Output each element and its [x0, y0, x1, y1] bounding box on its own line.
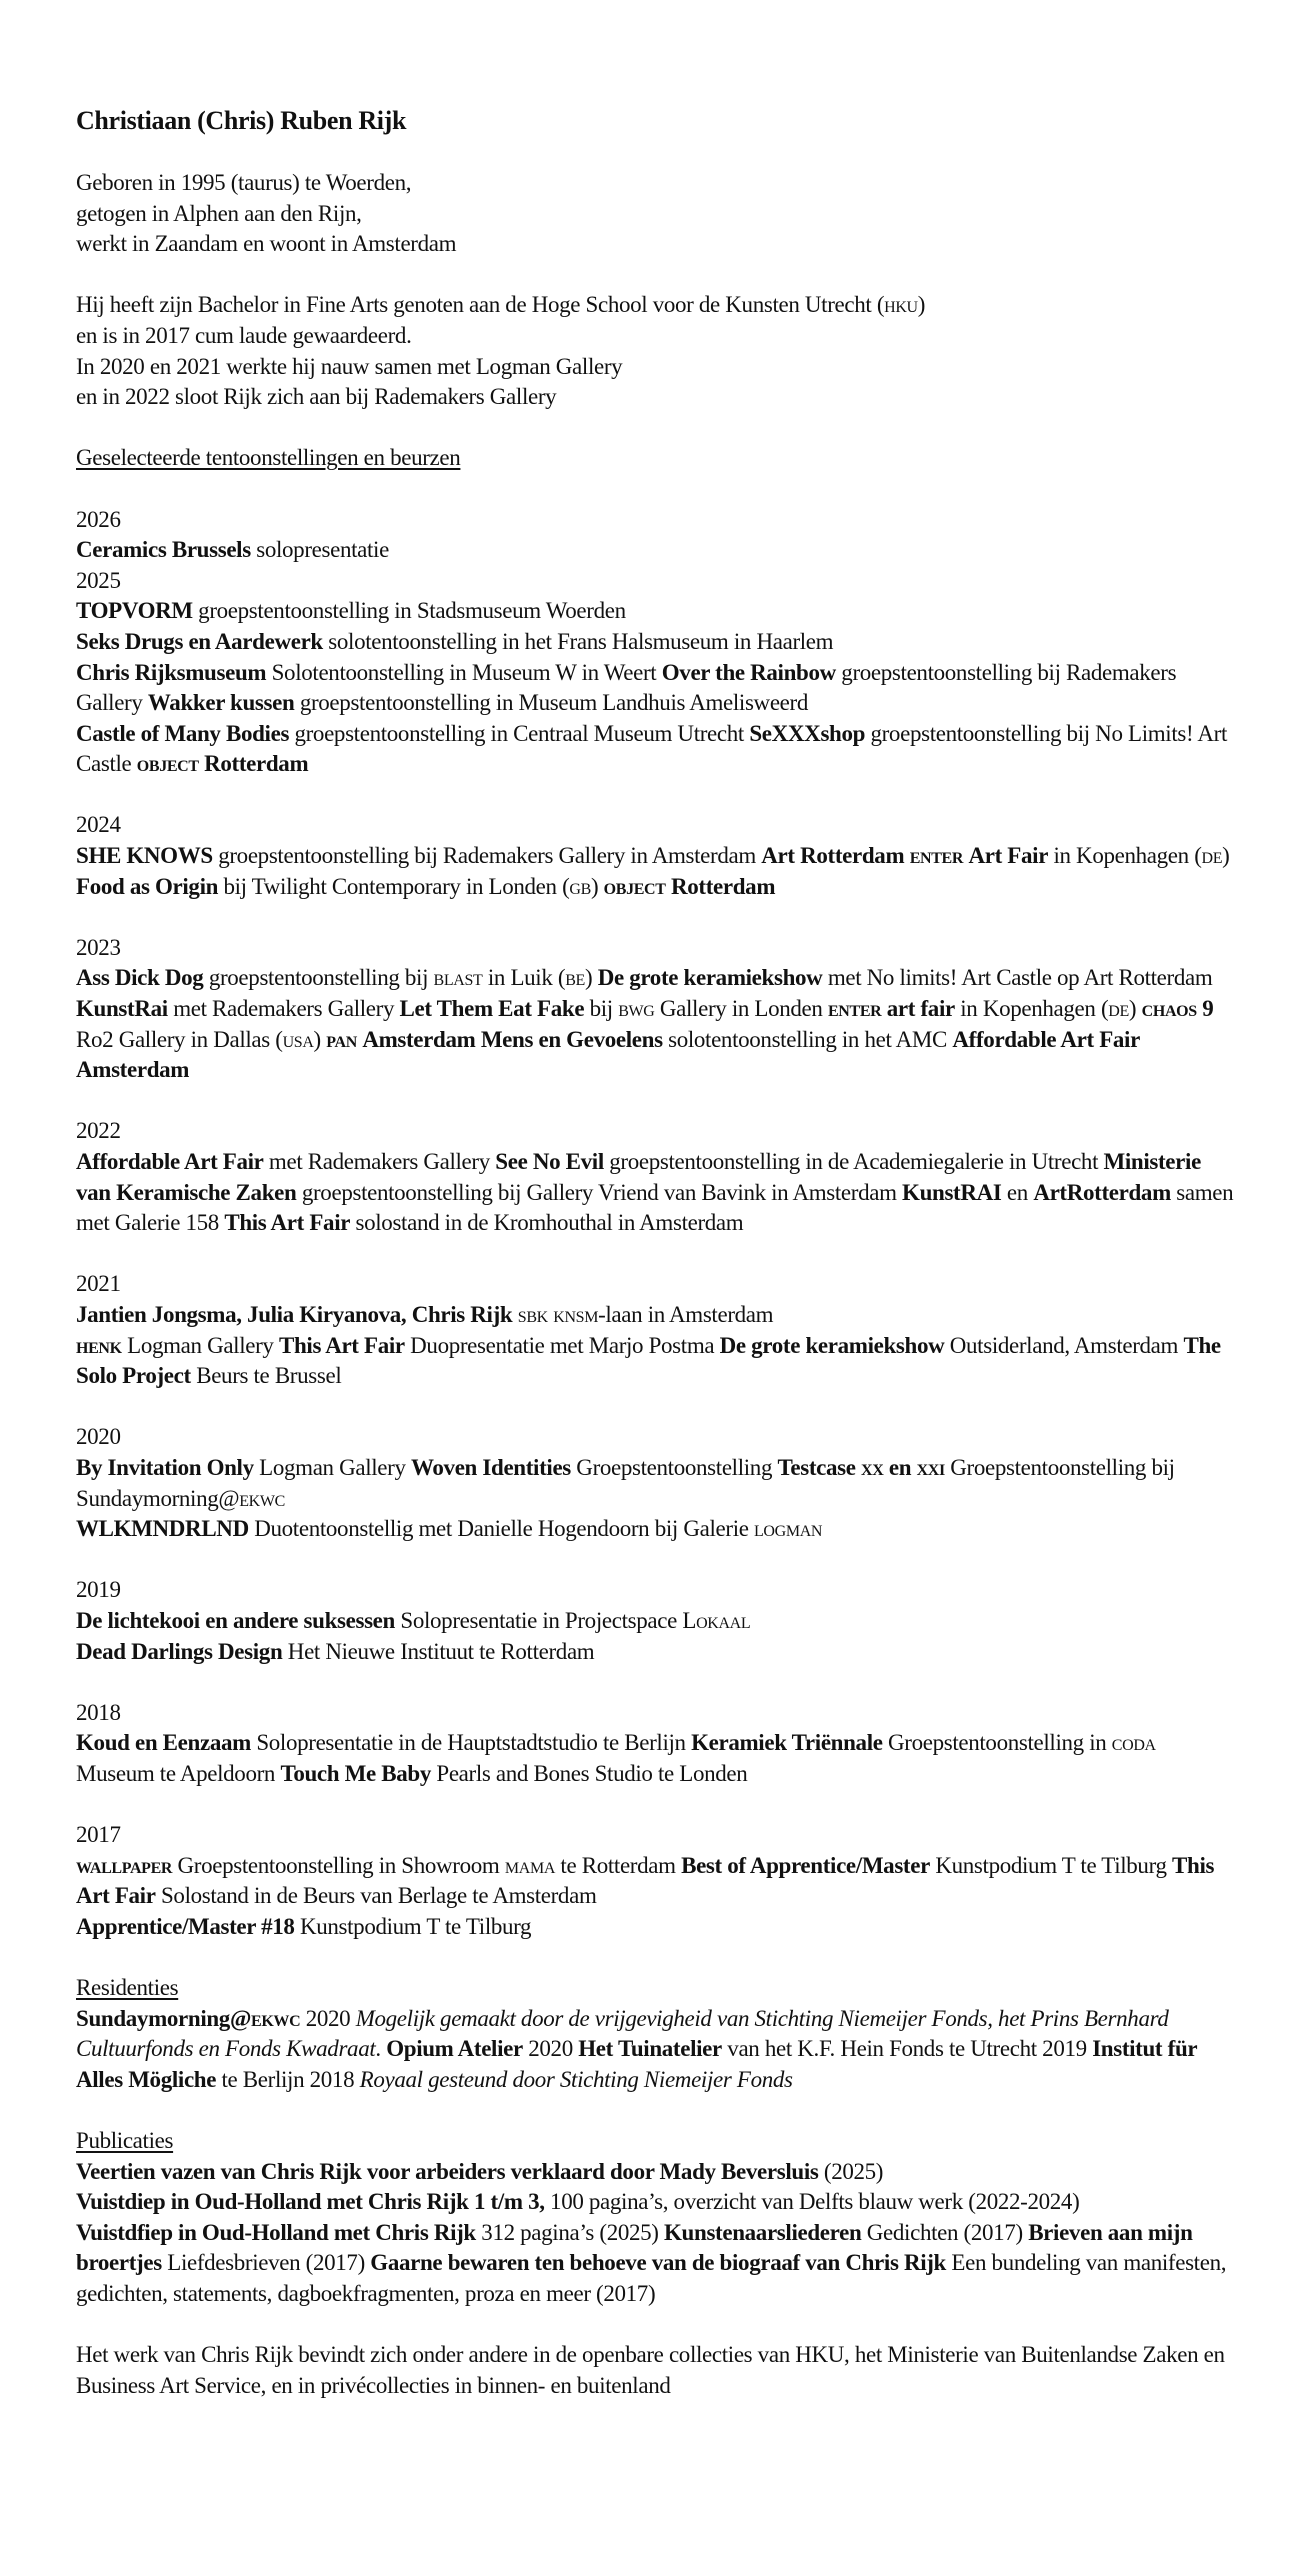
text-run: met Rademakers Gallery: [263, 1149, 496, 1174]
publications-heading: Publicaties: [76, 2128, 174, 2153]
exhibition-entry: [76, 658, 1236, 719]
text-run: Groepstentoonstelling in: [882, 1730, 1112, 1756]
text-run: Ro2 Gallery in Dallas (: [76, 1026, 283, 1052]
bio-line: werkt in Zaandam en woont in Amsterdam: [76, 231, 457, 257]
title-text: This Art Fair: [278, 1332, 405, 1358]
text-run: groepstentoonstelling bij Rademakers Gallery: [76, 659, 1177, 716]
text-run: Solostand in de Beurs van Berlage te Amsterdam: [155, 1883, 597, 1909]
text-run: Pearls and Bones Studio te Londen: [430, 1760, 748, 1786]
year-block: [76, 810, 1236, 902]
title-text: en: [888, 1454, 912, 1480]
publication-list: [76, 2157, 1236, 2310]
text-run: ): [917, 292, 926, 318]
publication-entry: [76, 2157, 1236, 2188]
text-run: ): [584, 965, 598, 991]
year-block: [76, 1698, 1236, 1790]
title-text: henk: [76, 1332, 122, 1358]
year-block: [76, 1575, 1236, 1667]
text-run: en in 2022 sloot Rijk zich aan bij Rademakers Gallery: [76, 384, 557, 410]
text-run: Het Nieuwe Instituut te Rotterdam: [282, 1638, 595, 1664]
title-text: This Art Fair: [224, 1210, 351, 1236]
residencies-heading: Residenties: [76, 1975, 179, 2001]
page-title: Christiaan (Chris) Ruben Rijk: [76, 106, 407, 135]
title-text: WLKMNDRLND: [76, 1516, 249, 1542]
title-text: De grote keramiekshow: [597, 965, 823, 991]
text-run: bij: [584, 996, 619, 1022]
exhibition-entry: [76, 1453, 1236, 1514]
education-line: [76, 382, 1236, 413]
year-label: 2023: [76, 934, 121, 960]
title-text: SHE KNOWS: [76, 843, 213, 869]
text-run: en: [1001, 1179, 1034, 1205]
title-text: pan: [326, 1026, 357, 1052]
exhibition-entry: [76, 1728, 1236, 1789]
title-text: ArtRotterdam: [1033, 1179, 1171, 1205]
year-label: 2026: [76, 506, 121, 532]
spacer: [76, 2095, 1236, 2126]
year-label: 2020: [76, 1424, 121, 1450]
text-run: Groepstentoonstelling: [570, 1454, 778, 1480]
text-run: coda: [1111, 1730, 1156, 1756]
title-text: Koud en Eenzaam: [76, 1730, 251, 1756]
text-run: groepstentoonstelling in de Academiegalerie in Utrecht: [603, 1149, 1104, 1174]
year-block: [76, 933, 1236, 1086]
text-run: Een bundeling van manifesten, gedichten, statements, dagboekfragmenten, proza en meer (2017): [76, 2250, 1227, 2306]
title-text: SeXXXshop: [749, 720, 866, 746]
year-label: 2024: [76, 812, 121, 838]
text-run: Kunstpodium T te Tilburg: [929, 1852, 1173, 1878]
title-text: Art Rotterdam: [761, 843, 905, 869]
title-text: Het Tuinatelier: [578, 2036, 722, 2062]
title-text: Woven Identities: [411, 1454, 571, 1480]
text-run: sbk knsm: [517, 1301, 599, 1327]
title-text: Castle of Many Bodies: [76, 720, 290, 746]
exhibition-entry: [76, 1637, 1236, 1668]
title-text: xx: [861, 1454, 884, 1480]
text-run: ekwc: [239, 1485, 285, 1511]
exhibition-entry: [76, 1300, 1236, 1331]
exhibition-entry: [76, 596, 1236, 627]
title-text: Veertien vazen van Chris Rijk voor arbeiders verklaard door Mady Beversluis: [76, 2158, 819, 2184]
text-run: Logman Gallery: [253, 1454, 412, 1480]
title-text: art fair: [886, 996, 955, 1022]
exhibition-entry: [76, 1606, 1236, 1637]
title-text: Art Fair: [968, 843, 1049, 869]
text-run: in Kopenhagen (: [1048, 843, 1202, 869]
text-run: usa: [282, 1026, 314, 1052]
exhibition-year-list: [76, 505, 1236, 1943]
text-run: Groepstentoonstelling bij Sundaymorning@: [76, 1454, 1175, 1511]
text-run: solopresentatie: [250, 537, 389, 563]
year-label: 2017: [76, 1822, 121, 1848]
text-run: Solotentoonstelling in Museum W in Weert: [266, 659, 662, 685]
text-run: groepstentoonstelling bij Rademakers Gallery in Amsterdam: [212, 843, 762, 869]
spacer: [76, 2310, 1236, 2341]
title-text: Brieven aan mijn broertjes: [76, 2219, 1193, 2276]
title-text: Apprentice/Master #18: [76, 1913, 295, 1939]
text-run: Outsiderland, Amsterdam: [944, 1332, 1184, 1358]
year-label: 2019: [76, 1577, 121, 1603]
title-text: chaos: [1141, 996, 1197, 1022]
title-text: object: [136, 751, 199, 777]
publications-section: [76, 2126, 1236, 2340]
text-run: de: [1201, 843, 1223, 869]
text-run: Logman Gallery: [121, 1332, 279, 1358]
title-text: Jantien Jongsma, Julia Kiryanova, Chris Rijk: [76, 1301, 513, 1327]
text-run: groepstentoonstelling in Stadsmuseum Woerden: [192, 598, 626, 624]
text-run: groepstentoonstelling bij No Limits! Art Castle: [76, 720, 1228, 777]
title-text: Best of Apprentice/Master: [681, 1852, 930, 1878]
text-run: solotentoonstelling in het Frans Halsmuseum in Haarlem: [322, 628, 834, 654]
title-text: Let Them Eat Fake: [399, 996, 585, 1022]
bio-line: Geboren in 1995 (taurus) te Woerden,: [76, 170, 412, 195]
text-run: bwg: [618, 996, 655, 1022]
title-text: By Invitation Only: [76, 1454, 254, 1480]
year-label: 2022: [76, 1118, 121, 1144]
text-run: Solopresentatie in Projectspace L: [395, 1607, 697, 1633]
text-run: Gedichten (2017): [861, 2219, 1029, 2245]
title-text: Gaarne bewaren ten behoeve van de biograaf van Chris Rijk: [370, 2250, 947, 2276]
text-run: solotentoonstelling in het AMC: [662, 1026, 953, 1052]
text-run: van het K.F. Hein Fonds te Utrecht 2019: [721, 2036, 1093, 2062]
text-run: de: [1108, 996, 1129, 1022]
text-run: Duotentoonstellig met Danielle Hogendoorn bij Galerie: [248, 1516, 754, 1542]
exhibition-entry: [76, 1331, 1236, 1392]
text-run: groepstentoonstelling in Museum Landhuis Amelisweerd: [294, 690, 808, 716]
text-run: Museum te Apeldoorn: [76, 1760, 281, 1786]
text-run: te Berlijn 2018: [216, 2066, 360, 2092]
title-text: Chris Rijksmuseum: [76, 659, 267, 685]
exhibitions-section: [76, 443, 1236, 1942]
exhibitions-heading: Geselecteerde tentoonstellingen en beurzen: [76, 445, 461, 471]
italic-note: Mogelijk gemaakt door de vrijgevigheid van Stichting Niemeijer Fonds, het Prins Bernhard Cultuurfonds en Fonds Kwadraat: [76, 2005, 1169, 2062]
text-run: 312 pagina’s (2025): [475, 2219, 665, 2245]
title-text: xxi: [916, 1454, 945, 1480]
text-run: 100 pagina’s, overzicht van Delfts blauw werk (2022-2024): [544, 2189, 1080, 2215]
title-text: Affordable Art Fair: [76, 1149, 264, 1174]
year-block: [76, 1269, 1236, 1391]
text-run: mama: [504, 1852, 556, 1878]
year-block: [76, 505, 1236, 566]
text-run: bij Twilight Contemporary in Londen (: [218, 873, 570, 899]
text-run: Hij heeft zijn Bachelor in Fine Arts genoten aan de Hoge School voor de Kunsten Utrecht (: [76, 292, 885, 318]
title-text: ekwc: [251, 2005, 301, 2031]
title-text: Testcase: [777, 1454, 856, 1480]
year-label: 2021: [76, 1271, 121, 1297]
text-run: -laan in Amsterdam: [598, 1301, 774, 1327]
text-run: Duopresentatie met Marjo Postma: [404, 1332, 720, 1358]
title-text: Rotterdam: [670, 873, 776, 899]
title-text: Ceramics Brussels: [76, 537, 251, 563]
residency-entry: [76, 2004, 1236, 2096]
title-text: KunstRai: [76, 996, 168, 1022]
title-text: Kunstenaarsliederen: [664, 2219, 862, 2245]
exhibition-entry: [76, 1912, 1236, 1943]
title-text: Seks Drugs en Aardewerk: [76, 628, 323, 654]
text-run: ): [1222, 843, 1230, 869]
year-block: [76, 1422, 1236, 1544]
title-text: Ass Dick Dog: [76, 965, 204, 991]
text-run: Groepstentoonstelling in Showroom: [172, 1852, 505, 1878]
title-text: This Art Fair: [76, 1852, 1215, 1909]
text-run: ): [590, 873, 604, 899]
title-text: 9: [1202, 996, 1214, 1022]
title-text: Food as Origin: [76, 873, 219, 899]
education-line: [76, 321, 1236, 352]
year-label: 2018: [76, 1699, 121, 1725]
text-run: be: [565, 965, 585, 991]
title-text: TOPVORM: [76, 598, 193, 624]
text-run: met Rademakers Gallery: [167, 996, 400, 1022]
title-text: Vuistdiep in Oud-Holland met Chris Rijk 1 t/m 3,: [76, 2189, 545, 2215]
title-text: Over the Rainbow: [661, 659, 836, 685]
collections-paragraph: Het werk van Chris Rijk bevindt zich onder andere in de openbare collecties van HKU, het Ministerie van Buitenlandse Zaken en Business Art Service, en in privécollecties in binnen- en buitenland: [76, 2342, 1225, 2398]
exhibition-entry: [76, 627, 1236, 658]
title-text: Vuistdfiep in Oud-Holland met Chris Rijk: [76, 2219, 476, 2245]
text-run: (2025): [818, 2158, 884, 2184]
exhibition-entry: [76, 1147, 1236, 1239]
title-text: Dead Darlings Design: [76, 1638, 283, 1664]
title-text: Amsterdam Mens en Gevoelens: [362, 1026, 663, 1052]
title-text: KunstRAI: [902, 1179, 1002, 1205]
exhibition-entry: [76, 841, 1236, 902]
title-text: wallpaper: [76, 1852, 173, 1878]
exhibition-entry: [76, 1851, 1236, 1912]
text-run: .: [375, 2036, 387, 2062]
title-text: Rotterdam: [204, 751, 309, 777]
text-run: Gallery in Londen: [654, 996, 828, 1022]
text-run: Liefdesbrieven (2017): [161, 2250, 371, 2276]
exhibition-entry: [76, 535, 1236, 566]
text-run: ): [1128, 996, 1142, 1022]
publication-entry: [76, 2218, 1236, 2310]
title-text: enter: [909, 843, 964, 869]
italic-note: Royaal gesteund door Stichting Niemeijer Fonds: [359, 2066, 793, 2092]
title-text: De grote keramiekshow: [719, 1332, 945, 1358]
title-text: The Solo Project: [76, 1332, 1221, 1389]
title-text: Affordable Art Fair Amsterdam: [76, 1026, 1140, 1083]
year-label: 2025: [76, 567, 121, 593]
text-run: in Luik (: [482, 965, 566, 991]
text-run: met No limits! Art Castle op Art Rotterdam: [822, 965, 1213, 991]
year-block: [76, 1820, 1236, 1942]
exhibition-entry: [76, 719, 1236, 780]
title-text: Ministerie van Keramische Zaken: [76, 1149, 1201, 1205]
text-run: okaal: [696, 1607, 751, 1633]
text-run: in Kopenhagen (: [954, 996, 1109, 1022]
year-block: [76, 1116, 1236, 1238]
education-line: [76, 290, 1236, 321]
bio-paragraph: [76, 168, 1236, 260]
exhibition-entry: [76, 963, 1236, 1085]
title-text: Opium Atelier: [386, 2036, 523, 2062]
text-run: hku: [884, 292, 918, 318]
education-paragraph: [76, 290, 1236, 412]
text-run: Beurs te Brussel: [190, 1363, 342, 1389]
text-run: Kunstpodium T te Tilburg: [294, 1913, 532, 1939]
title-text: Sundaymorning@: [76, 2005, 252, 2031]
text-run: groepstentoonstelling bij Gallery Vriend van Bavink in Amsterdam: [296, 1179, 903, 1205]
text-run: groepstentoonstelling in Centraal Museum Utrecht: [289, 720, 750, 746]
title-text: Touch Me Baby: [280, 1760, 431, 1786]
text-run: logman: [754, 1516, 823, 1542]
residencies-section: [76, 1973, 1236, 2126]
bio-line: getogen in Alphen aan den Rijn,: [76, 200, 362, 226]
text-run: ): [313, 1026, 327, 1052]
text-run: gb: [569, 873, 591, 899]
exhibition-entry: [76, 1514, 1236, 1545]
title-text: De lichtekooi en andere suksessen: [76, 1607, 395, 1633]
residency-list: [76, 2004, 1236, 2096]
spacer: [76, 474, 1236, 505]
text-run: Solopresentatie in de Hauptstadtstudio te Berlijn: [250, 1730, 692, 1756]
title-text: object: [603, 873, 666, 899]
text-run: te Rotterdam: [555, 1852, 682, 1878]
text-run: 2020: [300, 2005, 356, 2031]
text-run: blast: [433, 965, 483, 991]
text-run: groepstentoonstelling bij: [203, 965, 434, 991]
text-run: In 2020 en 2021 werkte hij nauw samen met Logman Gallery: [76, 353, 623, 379]
publication-entry: [76, 2187, 1236, 2218]
text-run: en is in 2017 cum laude gewaardeerd.: [76, 322, 412, 348]
title-text: Institut für Alles Mögliche: [76, 2036, 1197, 2092]
title-text: See No Evil: [495, 1149, 604, 1174]
title-text: Keramiek Triënnale: [691, 1730, 883, 1756]
text-run: samen met Galerie 158: [76, 1179, 1234, 1236]
text-run: solostand in de Kromhouthal in Amsterdam: [350, 1210, 744, 1236]
education-line: [76, 352, 1236, 383]
title-text: enter: [827, 996, 882, 1022]
text-run: 2020: [522, 2036, 579, 2062]
year-block: [76, 566, 1236, 780]
title-text: Wakker kussen: [147, 690, 295, 716]
